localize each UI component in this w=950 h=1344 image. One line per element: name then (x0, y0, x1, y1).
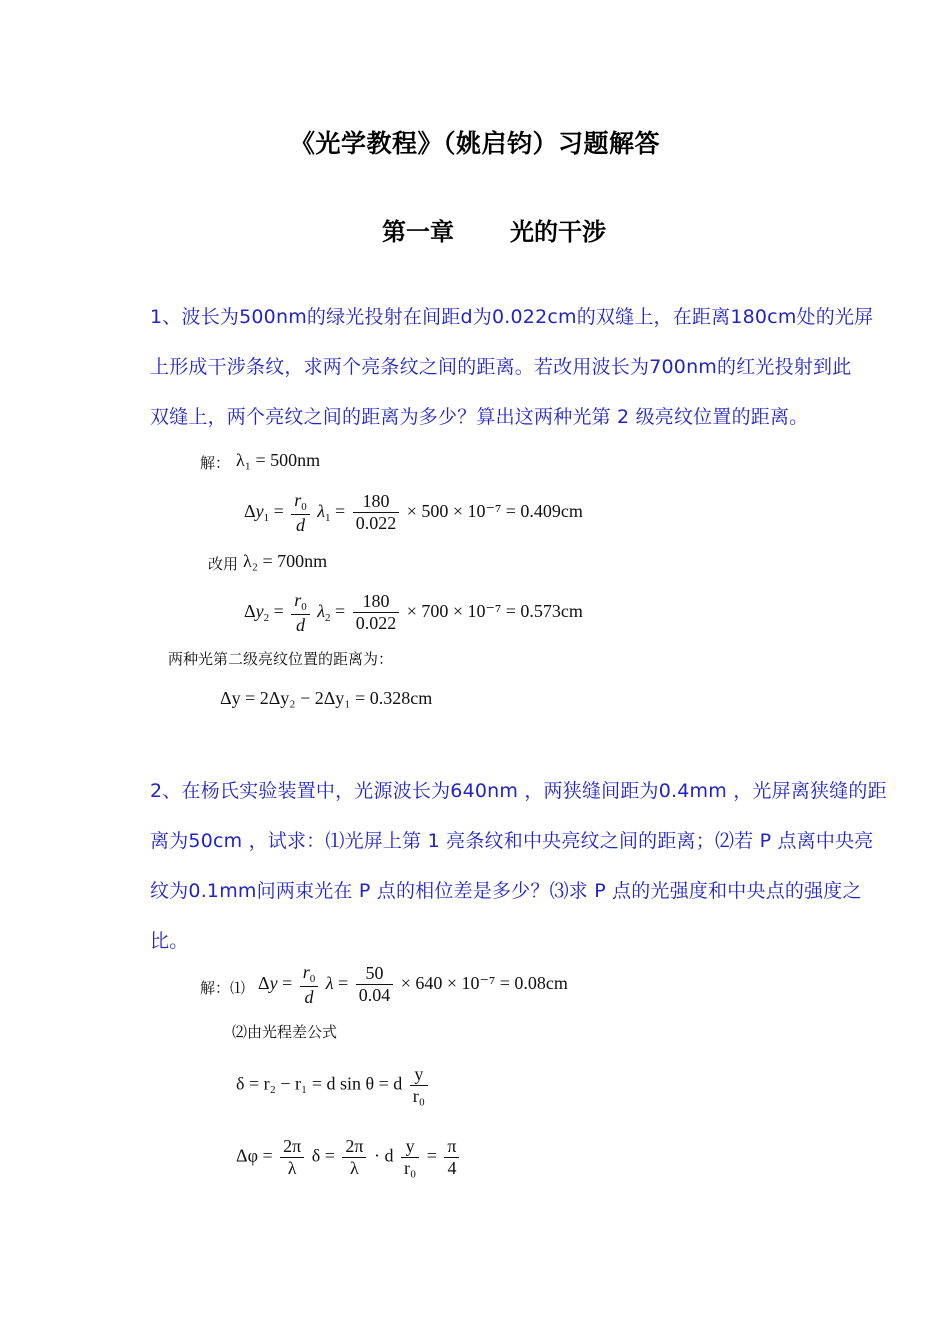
q2-eq1-den: 0.04 (358, 985, 391, 1006)
q2-eq-phi-eq: = (426, 1145, 437, 1166)
q2-eq-phi-f3-den: r₀ (403, 1157, 417, 1178)
q2-eq-phi-f3-num: y (401, 1136, 419, 1158)
q2-line-4: 比。 (150, 930, 189, 952)
q1-solution-label: 解： (200, 454, 231, 472)
q2-eq1-num: 50 (356, 963, 394, 985)
q1-eq2-rest: × 700 × 10⁻⁷ = 0.573cm (406, 600, 583, 621)
q2-eq-delta-num: y (410, 1064, 428, 1086)
q2-eq-delta-fraction (410, 1064, 428, 1106)
q2-eq-phi-f4-den: 4 (447, 1157, 457, 1178)
q2-equation-phi (236, 1136, 462, 1178)
q1-equation-2: $\Delta y_2$ = $\frac{r_0}{d}$ $\lambda_2$ = $\frac{180}{0.022}$ × 700 × 10⁻⁷ = 0.573cm (244, 590, 583, 635)
chapter-number: 第一章 (382, 218, 454, 246)
q2-line-2: 离为50cm ，试求：⑴光屏上第 1 亮条纹和中央亮纹之间的距离；⑵若 P 点离中央亮 (150, 830, 874, 852)
q1-eq1-fraction (353, 491, 400, 533)
q2-line-1: 2、在杨氏实验装置中，光源波长为640nm ，两狭缝间距为0.4mm ，光屏离狭缝的距 (150, 780, 887, 802)
chapter-name: 光的干涉 (510, 218, 606, 246)
q1-eq2-fraction (353, 591, 400, 633)
q2-line-3: 纹为0.1mm问两束光在 P 点的相位差是多少？⑶求 P 点的光强度和中央点的强度之 (150, 880, 862, 902)
q2-eq-delta-text: δ = r₂ − r₁ = d sin θ = d (236, 1073, 403, 1094)
q1-lambda1: λ₁ = 500nm (236, 450, 321, 470)
q2-eq-phi-f2-num: 2π (342, 1136, 366, 1158)
q2-eq1-rest: × 640 × 10⁻⁷ = 0.08cm (400, 972, 568, 993)
q1-eq1-rest: × 500 × 10⁻⁷ = 0.409cm (406, 500, 583, 521)
q1-eq1-den: 0.022 (355, 513, 397, 534)
q1-change-label: 改用 (208, 555, 239, 573)
q2-eq-phi-f2-den: λ (350, 1157, 359, 1178)
q1-line-3: 双缝上，两个亮纹之间的距离为多少？算出这两种光第 2 级亮纹位置的距离。 (150, 406, 809, 428)
q2-eq-phi-f1-num: 2π (280, 1136, 304, 1158)
q1-eq2-num: 180 (353, 591, 400, 613)
q2-part2-label: ⑵由光程差公式 (232, 1023, 338, 1041)
q1-line-1: 1、波长为500nm的绿光投射在间距d为0.022cm的双缝上，在距离180cm处的光屏 (150, 306, 874, 328)
q1-line-2: 上形成干涉条纹，求两个亮条纹之间的距离。若改用波长为700nm的红光投射到此 (150, 356, 852, 378)
q1-lambda2: λ₂ = 700nm (243, 551, 328, 571)
q2-eq-phi-dot: · d (373, 1145, 394, 1166)
q1-equation-1: $\Delta y_1$ = $\frac{r_0}{d}$ $\lambda_1$ = $\frac{180}{0.022}$ × 500 × 10⁻⁷ = 0.409cm (244, 490, 583, 535)
q2-eq-phi-f1-den: λ (287, 1157, 297, 1178)
page-title: 《光学教程》（姚启钧）习题解答 (289, 129, 660, 158)
q1-eq1-num: 180 (353, 491, 400, 513)
q1-eq2-den: 0.022 (355, 613, 397, 634)
q2-eq1-fraction (356, 963, 394, 1005)
q2-equation-1: Δy = $\frac{r_0}{d}$ λ = $\frac{50}{0.04}$ × 640 × 10⁻⁷ = 0.08cm (258, 962, 568, 1007)
q2-eq-delta-den: r₀ (412, 1085, 426, 1106)
q2-eq-phi-f4-num: π (444, 1136, 459, 1158)
q2-equation-delta (236, 1064, 431, 1106)
q2-eq-phi-mid: δ = (311, 1145, 335, 1166)
q1-equation-3: Δy = 2Δy₂ − 2Δy₁ = 0.328cm (220, 688, 433, 708)
q2-eq-phi-left: Δφ = (236, 1145, 273, 1166)
q1-distance-label: 两种光第二级亮纹位置的距离为： (168, 650, 394, 668)
q2-solution-label: 解：⑴ (200, 979, 246, 997)
